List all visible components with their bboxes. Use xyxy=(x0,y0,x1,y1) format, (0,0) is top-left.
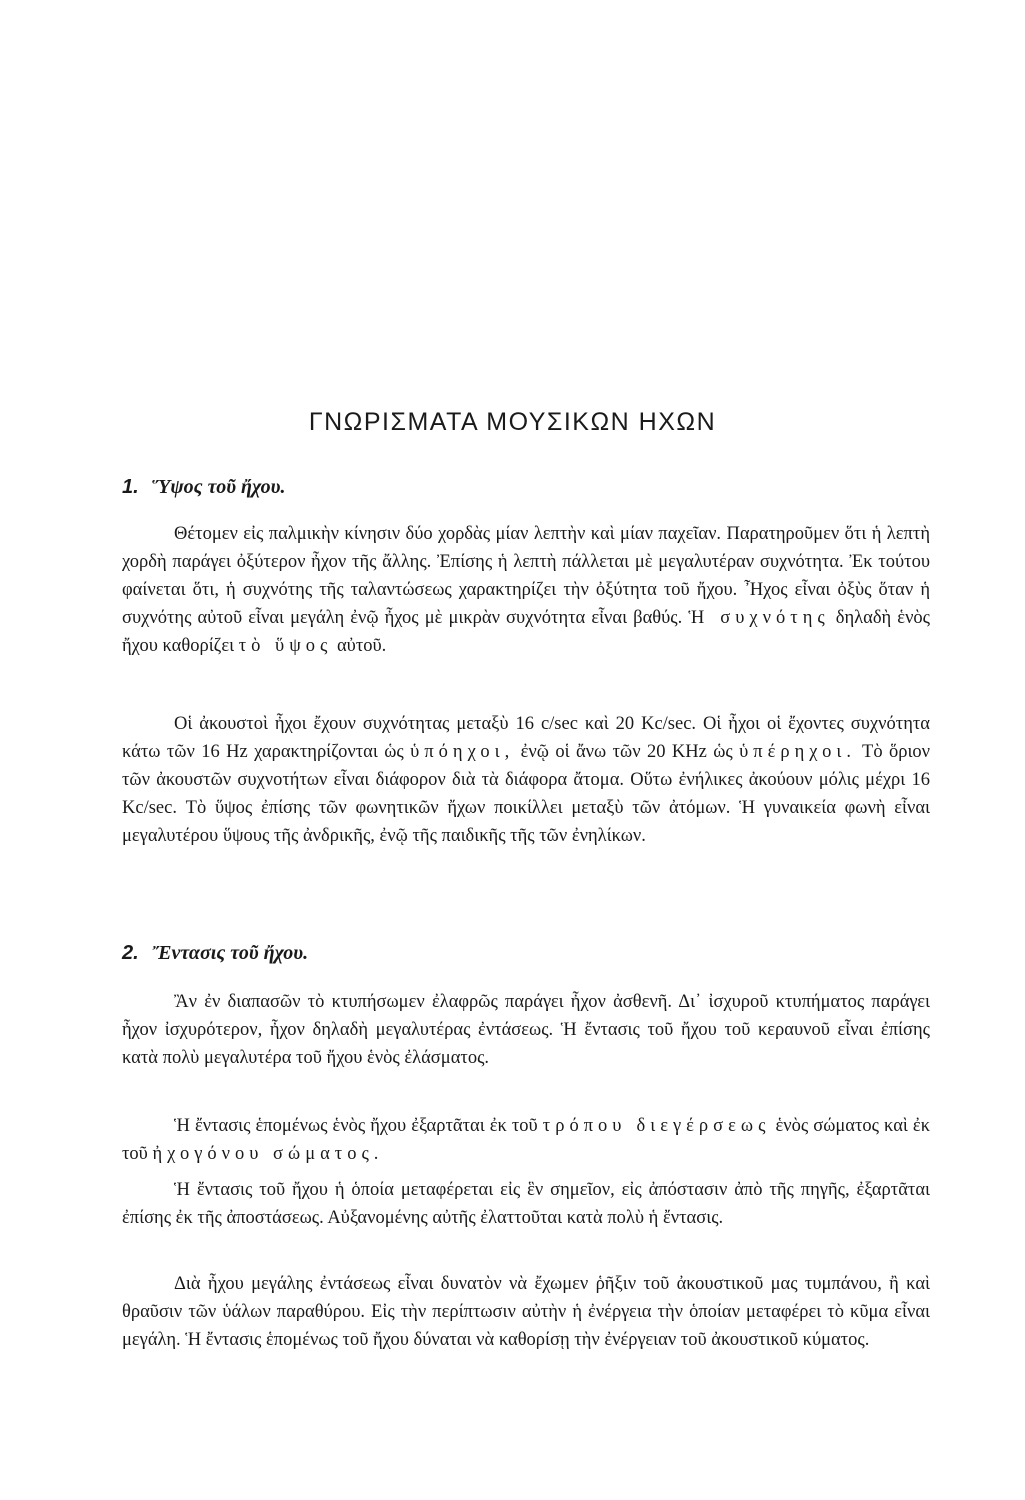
section-heading-1 xyxy=(122,476,285,499)
paragraph: Θέτομεν εἰς παλμικὴν κίνησιν δύο χορδὰς μίαν λεπτὴν καὶ μίαν παχεῖαν. Παρατηροῦμεν ὅτι ἡ λεπτὴ χορδὴ παράγει ὀξύτερον ἦχον τῆς ἄλλης. Ἐπίσης ἡ λεπτὴ πάλλεται μὲ μεγαλυτέραν συχνότητα. Ἐκ τούτου φαίνεται ὅτι, ἡ συχνότης τῆς ταλαντώσεως χαρακτηρίζει τὴν ὀξύτητα τοῦ ἤχου. Ἦχος εἶναι ὀξὺς ὅταν ἡ συχνότης αὐτοῦ εἶναι μεγάλη ἐνῷ ἦχος μὲ μικρὰν συχνότητα εἶναι βαθύς. Ἡ συχνότης δηλαδὴ ἑνὸς ἤχου καθορίζει τὸ ὕψος αὐτοῦ. xyxy=(122,524,931,656)
paragraph: Διὰ ἦχου μεγάλης ἐντάσεως εἶναι δυνατὸν νὰ ἔχωμεν ῥῆξιν τοῦ ἀκουστικοῦ μας τυμπάνου, ἢ καὶ θραῦσιν τῶν ὑάλων παραθύρου. Εἰς τὴν περίπτωσιν αὐτὴν ἡ ἐνέργεια τὴν ὁποίαν μεταφέρει τὸ κῦμα εἶναι μεγάλη. Ἡ ἔντασις ἑπομένως τοῦ ἤχου δύναται νὰ καθορίσῃ τὴν ἐνέργειαν τοῦ ἀκουστικοῦ κύματος. xyxy=(122,1274,930,1350)
spaced-term: ἠχογόνου σώματος. xyxy=(152,1144,384,1164)
paragraph: Ἡ ἔντασις ἑπομένως ἑνὸς ἤχου ἐξαρτᾶται ἐκ τοῦ τρόπου διεγέρσεως ἑνὸς σώματος καὶ ἐκ τοῦ ἠχογόνου σώματος. xyxy=(122,1116,931,1164)
section-title: Ἔντασις τοῦ ἤχου. xyxy=(152,942,309,964)
spaced-term: τὸ ὕψος xyxy=(238,636,333,656)
page-title: ΓΝΩΡΙΣΜΑΤΑ ΜΟΥΣΙΚΩΝ ΗΧΩΝ xyxy=(308,408,717,436)
spaced-term: Ἡ συχνότης xyxy=(688,608,830,628)
spaced-term: ὑπέρηχοι. xyxy=(739,742,856,762)
paragraph: Ἡ ἔντασις τοῦ ἤχου ἡ ὁποία μεταφέρεται εἰς ἓν σημεῖον, εἰς ἀπόστασιν ἀπὸ τῆς πηγῆς, ἐξαρτᾶται ἐπίσης ἐκ τῆς ἀποστάσεως. Αὐξανομένης αὐτῆς ἐλαττοῦται κατὰ πολὺ ἡ ἔντασις. xyxy=(122,1180,930,1228)
paragraph: Ἂν ἐν διαπασῶν τὸ κτυπήσωμεν ἐλαφρῶς παράγει ἦχον ἀσθενῆ. Δι᾽ ἰσχυροῦ κτυπήματος παράγει ἦχον ἰσχυρότερον, ἦχον δηλαδὴ μεγαλυτέρας ἐντάσεως. Ἡ ἔντασις τοῦ ἤχου τοῦ κεραυνοῦ εἶναι ἐπίσης κατὰ πολὺ μεγαλυτέρα τοῦ ἤχου ἑνὸς ἐλάσματος. xyxy=(122,992,930,1068)
spaced-term: τρόπου διεγέρσεως xyxy=(542,1116,771,1136)
section-title: Ὕψος τοῦ ἤχου. xyxy=(152,476,286,498)
spaced-term: ὑπόηχοι, xyxy=(410,742,515,762)
section-heading-2 xyxy=(122,942,308,965)
section-number: 2. xyxy=(122,942,139,964)
section-number: 1. xyxy=(122,476,139,498)
paragraph: Οἱ ἀκουστοὶ ἦχοι ἔχουν συχνότητας μεταξὺ 16 c/sec καὶ 20 Kc/sec. Οἱ ἦχοι οἱ ἔχοντες συχνότητα κάτω τῶν 16 Hz χαρακτηρίζονται ὡς ὑπόηχοι, ἐνῷ οἱ ἄνω τῶν 20 KHz ὡς ὑπέρηχοι. Τὸ ὅριον τῶν ἀκουστῶν συχνοτήτων εἶναι διάφορον διὰ τὰ διάφορα ἄτομα. Οὕτω ἐνήλικες ἀκούουν μόλις μέχρι 16 Kc/sec. Τὸ ὕψος ἐπίσης τῶν φωνητικῶν ἤχων ποικίλλει μεταξὺ τῶν ἀτόμων. Ἡ γυναικεία φωνὴ εἶναι μεγαλυτέρου ὕψους τῆς ἀνδρικῆς, ἐνῷ τῆς παιδικῆς τῆς τῶν ἐνηλίκων. xyxy=(122,714,931,846)
